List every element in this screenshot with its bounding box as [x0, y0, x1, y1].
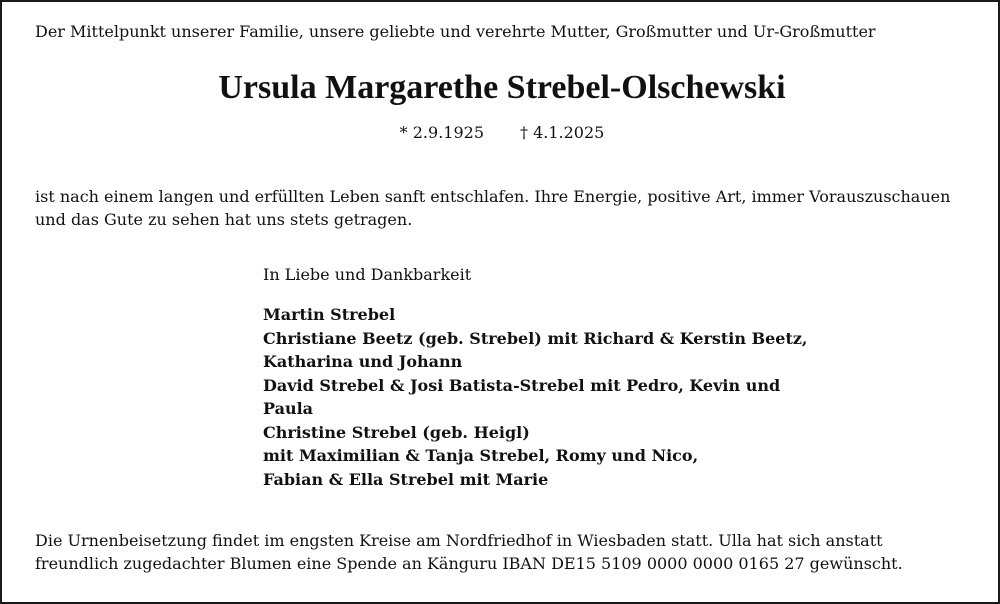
message-line: ist nach einem langen und erfüllten Leben sanft entschlafen. Ihre Energie, positive Art, immer Vorauszuschauen: [35, 187, 951, 206]
deceased-name: Ursula Margarethe Strebel-Olschewski: [218, 69, 786, 106]
life-dates: [2, 121, 1000, 145]
signature-line: Christine Strebel (geb. Heigl): [263, 422, 530, 442]
signature-line: Christiane Beetz (geb. Strebel) mit Richard & Kerstin Beetz,: [263, 328, 808, 348]
signature-line: Katharina und Johann: [263, 352, 463, 371]
signature-line: Martin Strebel: [263, 305, 396, 324]
signature-line: mit Maximilian & Tanja Strebel, Romy und Nico,: [263, 446, 699, 465]
signature-line: Paula: [263, 399, 314, 418]
intro-text: Der Mittelpunkt unserer Familie, unsere geliebte und verehrte Mutter, Großmutter und Ur-Großmutter: [35, 22, 876, 41]
funeral-line: freundlich zugedachter Blumen eine Spende an Känguru IBAN DE15 5109 0000 0000 0165 27 gewünscht.: [35, 554, 903, 573]
death-date: † 4.1.2025: [520, 123, 605, 142]
signature-line: David Strebel & Josi Batista-Strebel mit Pedro, Kevin und: [263, 375, 781, 395]
closing-phrase: In Liebe und Dankbarkeit: [263, 265, 472, 284]
message-paragraph: [35, 185, 950, 231]
signature-line: Fabian & Ella Strebel mit Marie: [263, 469, 549, 489]
message-line: und das Gute zu sehen hat uns stets getragen.: [35, 210, 413, 229]
birth-date: * 2.9.1925: [399, 123, 484, 142]
funeral-line: Die Urnenbeisetzung findet im engsten Kreise am Nordfriedhof in Wiesbaden statt. Ulla hat sich anstatt: [35, 531, 883, 550]
family-signatures: [263, 303, 808, 491]
funeral-paragraph: [35, 529, 903, 575]
